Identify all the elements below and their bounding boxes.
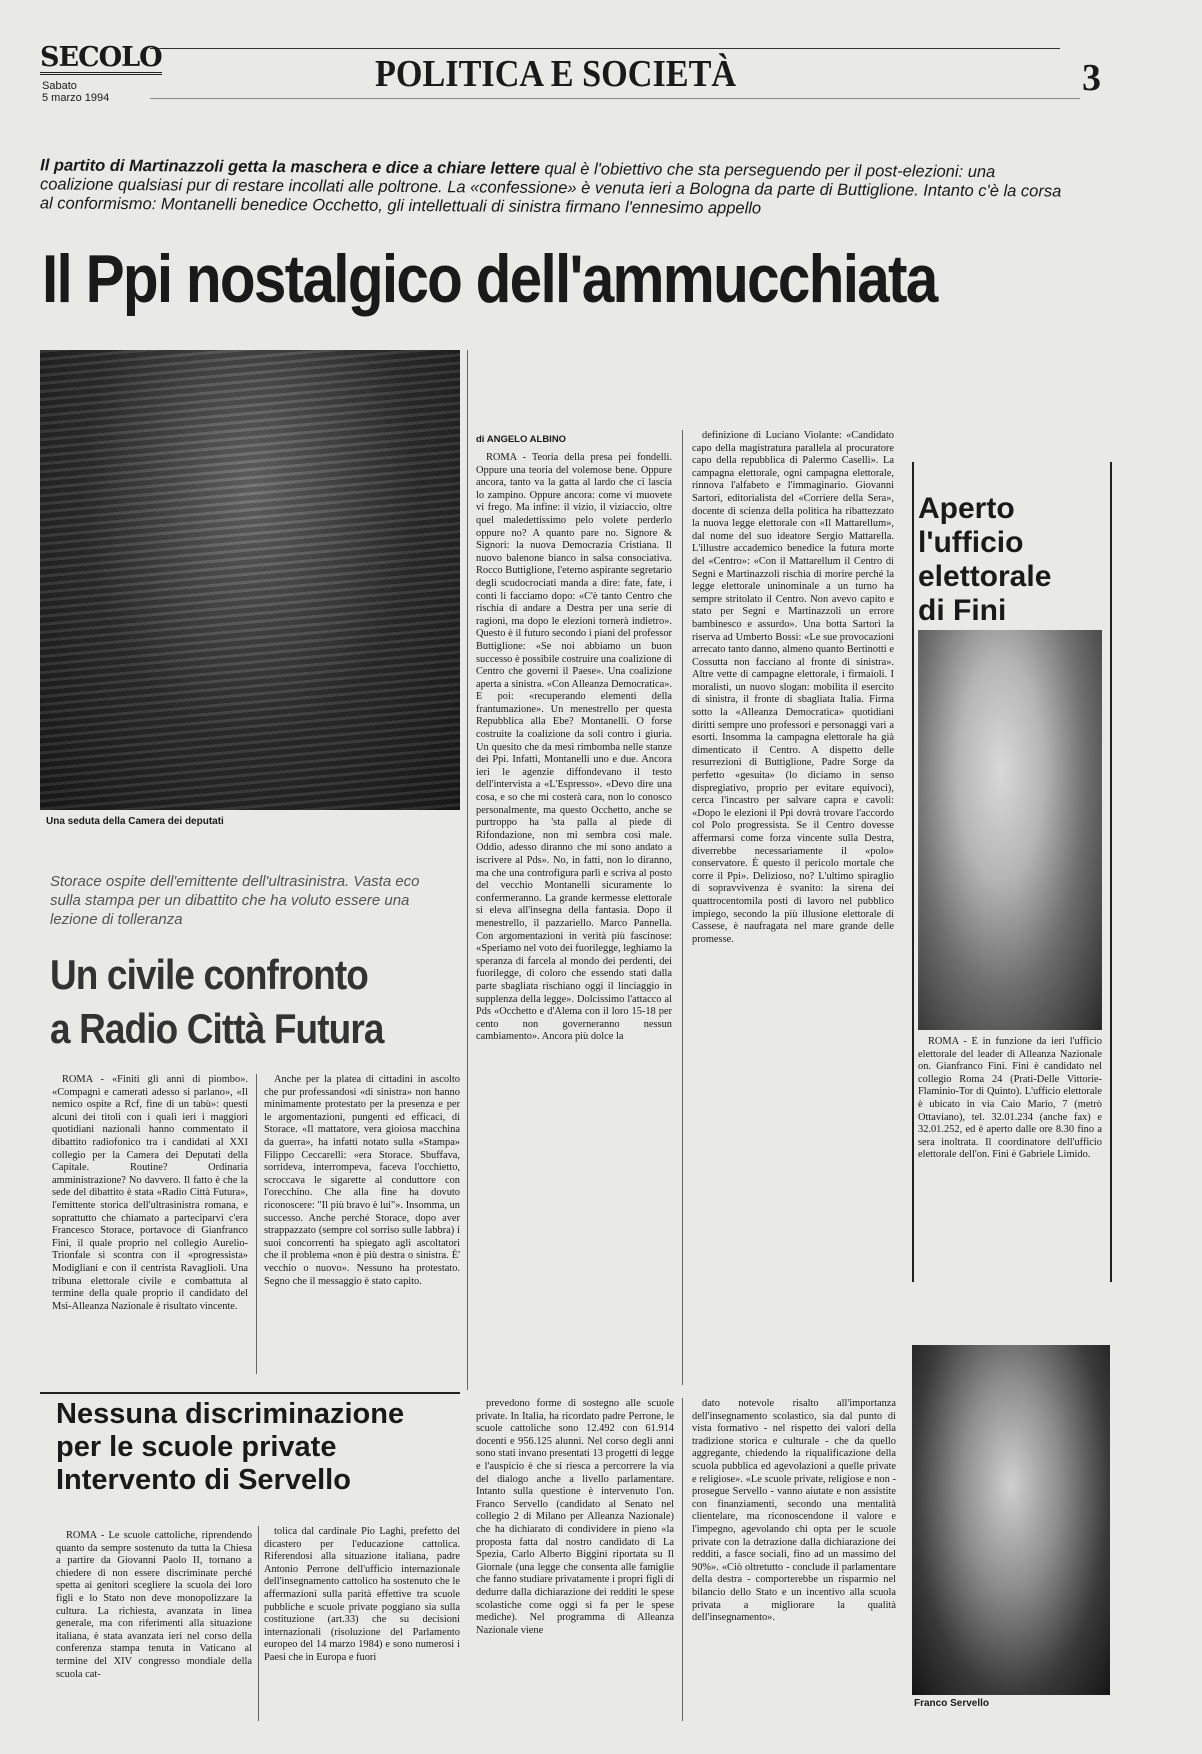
masthead-bottom-rule bbox=[150, 98, 1080, 99]
column-divider bbox=[258, 1526, 259, 1721]
column-divider bbox=[682, 1398, 683, 1721]
main-article-col2-text: definizione di Luciano Violante: «Candidato capo della magistratura parallela al procuratore capo della repubblica di Palermo Caselli». La campagna elettorale, ogni campagna elettorale, rinnova l'alfabeto e l'immaginario. Giovanni Sartori, editorialista del «Corriere della Sera», docente di scienza della politica ha ribattezzato la nuova legge elettorale con «Il Mattarellum», dal nome del suo ideatore Sergio Mattarella. L'illustre accademico benedice la futura morte del «Centro»: «Con il Mattarellum il Centro di Segni e Martinazzoli rischia di morire perché la legge elettorale uninominale a un turno ha sempre stritolato il Centro. Non avevo capito e stato per Segni e Martinazzoli un errore bambinesco e assurdo». Una botta Sartori la riserva ad Umberto Bossi: «Le sue provocazioni arrecato tanto danno, almeno quanto Bertinotti e Cossutta non facciano al fronte di sinistra». Altre vette di campagne elettorale, i firmaioli. I moralisti, un nuovo slogan: mobilita il esercito di sinistra, il fronte di sbagliata Italia. Firma sotto la «Alleanza Democratica» quotidiani diritti sempre uno professori e personaggi vari a esorti. Insomma la campagna elettorale ha già dimenticato il Centro. A dispetto delle resurrezioni di Buttiglione, Padre Sorge da perfetto «gesuita» (lo diciamo in senso dispregiativo, proprio per evitare equivoci), cerca l'incastro per salvare capra e cavoli: «Dopo le elezioni il Ppi dovrà trovare l'accordo col Polo progressista. Se il Centro dovesse affermarsi come forza vincente sulla Destra, diverrebbe necessariamente il «polo» conservatore. È questo il pericolo mortale che corre il Ppi». Delizioso, no? L'ultimo spiraglio di sopravvivenza è svanito: la sirena dei quattrocentomila posti di lavoro nel pubblico impiego, secondo la più illusione elettorale di Cassese, è naufragata nel mare grande delle promesse. bbox=[692, 430, 894, 945]
storace-col1 bbox=[52, 1074, 248, 1374]
main-headline: Il Ppi nostalgico dell'ammucchiata bbox=[42, 241, 937, 317]
page-number: 3 bbox=[1082, 57, 1101, 99]
main-article-col2 bbox=[692, 430, 894, 1390]
scuole-top-rule bbox=[40, 1392, 460, 1394]
sidebar-headline-line3: elettorale bbox=[918, 560, 1052, 593]
sidebar-body-text: ROMA - È in funzione da ieri l'ufficio elettorale del leader di Alleanza Nazionale on. Gianfranco Fini. Fini è candidato nel collegio Roma 24 (Prati-Delle Vittorie-Flaminio-Tor di Quinto). L'ufficio elettorale è ubicato in via Caio Mario, 7 (metrò Ottaviano), tel. 32.01.234 (anche fax) e 32.01.252, ed è aperto dalle ore 8.30 fino a sera inoltrata. Il coordinatore dell'ufficio elettorale dell'on. Fini è Gabriele Limido. bbox=[918, 1036, 1102, 1161]
dateline-day: Sabato bbox=[42, 80, 77, 92]
section-title: POLITICA E SOCIETÀ bbox=[375, 53, 737, 95]
masthead-rule bbox=[150, 48, 1060, 49]
column-divider bbox=[467, 350, 468, 1390]
storace-col2-text: Anche per la platea di cittadini in ascolto che pur professandosi «di sinistra» non hanno minimamente protestato per la presenza e per le argomentazioni, pungenti ed efficaci, di Storace. «Il mattatore, vera gioiosa macchina da guerra», ha infatti notato sulla «Stampa» Filippo Ceccarelli: «era Storace. Sbuffava, sorrideva, interrompeva, faceva l'occhietto, scroccava le sigarette al conduttore con l'orecchino. Che alla fine ha dovuto riconoscere: "Il più bravo è lui"». Insomma, un successo. Anche perché Storace, dopo aver strappazzato (sempre col sorriso sulle labbra) i suoi concorrenti ha spiegato agli ascoltatori che il problema «non è più destra o sinistra. È' vecchio o nuovo». Nessuno ha protestato. Segno che il messaggio è stato capito. bbox=[264, 1074, 460, 1287]
column-divider bbox=[682, 430, 683, 1385]
dateline bbox=[42, 80, 109, 104]
main-article-col1 bbox=[476, 452, 672, 1382]
chamber-photo bbox=[40, 350, 460, 810]
sidebar-headline bbox=[918, 492, 1051, 628]
scuole-col4-text: dato notevole risalto all'importanza dell'insegnamento scolastico, sia dal punto di vista formativo - nel rispetto dei valori della tradizione storica e culturale - che da quello aggregante, chiedendo la riqualificazione della scuola pubblica ed agevolazioni a quelle private e religiose». «Le scuole private, religiose e non - prosegue Servello - vanno aiutate e non assistite con finanziamenti, secondo una mentalità clientelare, ma riconoscendone il valore e l'impegno, agevolando chi opta per le scuole private con la detrazione dalla dichiarazione dei redditi, a fasce sociali, fino ad un massimo del 90%». «Ciò oltretutto - conclude il parlamentare della destra - comporterebbe un risparmio nel bilancio dello Stato e un incentivo alla scuola privata a migliorare la qualità dell'insegnamento». bbox=[692, 1398, 896, 1624]
scuole-col1 bbox=[56, 1530, 252, 1720]
main-kicker bbox=[40, 156, 1070, 220]
sidebar-body bbox=[918, 1036, 1102, 1276]
storace-headline-line1: Un civile confronto bbox=[50, 951, 368, 998]
main-kicker-rest: qual è l'obiettivo che sta perseguendo per il post-elezioni: una coalizione qualsiasi pur di restare incollati alle poltrone. La «confessione» è venuta ieri a Bologna da parte di Buttiglione. Intanto c'è la corsa al conformismo: Montanelli benedice Occhetto, gli intellettuali di sinistra firmano l'ennesimo appello bbox=[39, 159, 1062, 218]
scuole-col2-text: tolica dal cardinale Pio Laghi, prefetto del dicastero per l'educazione cattolica. Riferendosi alla situazione italiana, padre Antonio Perrone dell'ufficio internazionale dell'insegnamento cattolico ha sostenuto che le affermazioni sulla parità effettive tra scuole pubbliche e scuole private poggiano sia sulla costituzione (art.33) che su decisioni internazionali (risoluzione del Parlamento europeo del 14 marzo 1984) e sono numerosi i Paesi che in Europa e fuori bbox=[264, 1526, 460, 1663]
column-divider bbox=[256, 1074, 257, 1374]
storace-col1-text: ROMA - «Finiti gli anni di piombo». «Compagni e camerati adesso si parlano», «Il nemico ospite a Rcf, fine di un tabù»: questi alcuni dei titoli con i quali ieri i maggiori quotidiani nazionali hanno commentato il dibattito radiofonico tra i candidati al XXI collegio per la Camera dei Deputati della Capitale. Routine? Ordinaria amministrazione? No davvero. Il fatto è che la sede del dibattito è stata «Radio Città Futura», l'emittente storica dell'ultrasinistra romana, e soprattutto che chiamato a parteciparvi c'era Francesco Storace, portavoce di Gianfranco Fini, il quale proprio nel collegio Aurelio-Trionfale si scontra con il «progressista» Modigliani e con il centrista Ravaglioli. Una tribuna elettorale civile e combattuta al termine della quale proprio il candidato del Msi-Alleanza Nazionale è risultato vincente. bbox=[52, 1074, 248, 1312]
servello-photo-caption: Franco Servello bbox=[914, 1698, 990, 1709]
chamber-photo-caption: Una seduta della Camera dei deputati bbox=[46, 816, 224, 827]
sidebar-headline-line4: di Fini bbox=[918, 594, 1007, 627]
scuole-col4 bbox=[692, 1398, 896, 1721]
scuole-col2 bbox=[264, 1526, 460, 1721]
storace-kicker: Storace ospite dell'emittente dell'ultrasinistra. Vasta eco sulla stampa per un dibattito che ha voluto essere una lezione di tolleranza bbox=[50, 873, 420, 928]
sidebar-headline-line2: l'ufficio bbox=[918, 526, 1024, 559]
newspaper-logo: SECOLO bbox=[40, 42, 162, 73]
sidebar-headline-line1: Aperto bbox=[918, 492, 1015, 525]
main-byline: di ANGELO ALBINO bbox=[476, 434, 567, 445]
scuole-headline-line3: Intervento di Servello bbox=[56, 1464, 351, 1496]
fini-photo bbox=[918, 630, 1102, 1030]
scuole-headline-line2: per le scuole private bbox=[56, 1431, 337, 1463]
servello-photo bbox=[912, 1345, 1110, 1695]
scuole-col3 bbox=[476, 1398, 674, 1721]
scuole-headline-line1: Nessuna discriminazione bbox=[56, 1398, 405, 1430]
scuole-col1-text: ROMA - Le scuole cattoliche, riprendendo quanto da sempre sostenuto da tutta la Chiesa a partire da Giovanni Paolo II, tornano a chiedere di non essere discriminate perché spetta ai genitori scegliere la scuola dei loro figli e lo Stato non deve monopolizzare la cultura. La richiesta, avanzata in linea generale, ma con riferimenti alla situazione italiana, è stata avanzata ieri nel corso della conferenza stampa tenuta in Vaticano al termine del XIV congresso mondiale della scuola cat- bbox=[56, 1530, 252, 1680]
scuole-col3-text: prevedono forme di sostegno alle scuole private. In Italia, ha ricordato padre Perrone, le scuole cattoliche sono 12.492 con 61.914 docenti e 956.125 alunni. Nel corso degli anni sono stati invano presentati 13 progetti di legge e l'auspicio è che si riesca a percorrere la via del dialogo anche a livello parlamentare. Intanto sulla questione è intervenuto l'on. Franco Servello (candidato al Senato nel collegio 2 di Milano per Alleanza Nazionale) che ha dichiarato di condividere in pieno «la proposta fatta dal nostro candidato di La Spezia, Carlo Alberto Biggini riportata su Il Giornale (una legge che consenta alle famiglie che fanno studiare privatamente i propri figli di dedurre dalla dichiarazione dei redditi le spese scolastiche come oggi si fa per le spese mediche). Nel programma di Alleanza Nazionale viene bbox=[476, 1398, 674, 1636]
scuole-headline bbox=[56, 1398, 456, 1497]
storace-headline-line2: a Radio Città Futura bbox=[50, 1005, 384, 1052]
main-kicker-bold: Il partito di Martinazzoli getta la maschera e dice a chiare lettere bbox=[40, 156, 540, 178]
storace-col2 bbox=[264, 1074, 460, 1374]
dateline-date: 5 marzo 1994 bbox=[42, 92, 110, 104]
storace-headline bbox=[50, 948, 402, 1056]
main-article-col1-text: ROMA - Teoria della presa pei fondelli. Oppure una teoria del volemose bene. Oppure ancora, tanto va la gatta al lardo che ci lascia lo zampino. Oppure ancora: come vi muovete vi frego. Ma infine: il vizio, il viziaccio, oltre quel maledettissimo pelo volete perderlo oppure no? A quanto pare no. Signore & Signori: la nuova Democrazia Cristiana. Il nuovo balenone bianco in salsa consociativa. Rocco Buttiglione, l'eterno aspirante segretario degli scudocrociati manda a dire: fate, fate, i conti li facciamo dopo: «C'è tanto Centro che rischia di andare a Destra per una serie di ragioni, ma dopo le elezioni tornerà indietro». Questo è il futuro secondo i piani del professor Buttiglione: «Se noi abbiamo un buon successo è possibile costruire una coalizione di Centro che governi il Paese». Una coalizione aperta a sinistra. «Con Alleanza Democratica». E poi: «recuperando elementi della frantumazione». Un menestrello per questa Repubblica alla Ebe? Montanelli. O forse costruite la coalizione da soli contro i giuria. Un quesito che da mesi rimbomba nelle stanze dei Ppi. Infatti, Montanelli uno e due. Ancora ieri le agenzie diffondevano il testo dell'intervista a «L'Espresso». «Devo dire una cosa, e so che mi costerà cara, non lo conosco personalmente, ma questo Occhetto, anche se purtroppo ha 'sta palla al piede di Rifondazione, non mi sembra così male. Oddio, adesso diranno che mi sono andato a iscrivere al Pds». No, in fatti, non lo diranno, ma che una controfigura parli e scriva al posto del vecchio Montanelli sicuramente lo confermeranno. La grande kermesse elettorale si eleva all'insegna della fantasia. Dopo il menestrello, il pazzariello. Marco Pannella. Con argomentazioni in verità più fascinose: «Speriamo nel voto dei fuorilegge, leghiamo la speranza di farcela al mondo dei perdenti, dei fuorilegge, di coloro che essendo stati dalla parte sbagliata rischiano oggi il linciaggio in supplenza della legge». Dolcissimo l'attacco al Pds «Occhetto e d'Alema con il loro 15-18 per cento non governeranno nessun cambiamento». Ancora più dolce la bbox=[476, 452, 672, 1043]
